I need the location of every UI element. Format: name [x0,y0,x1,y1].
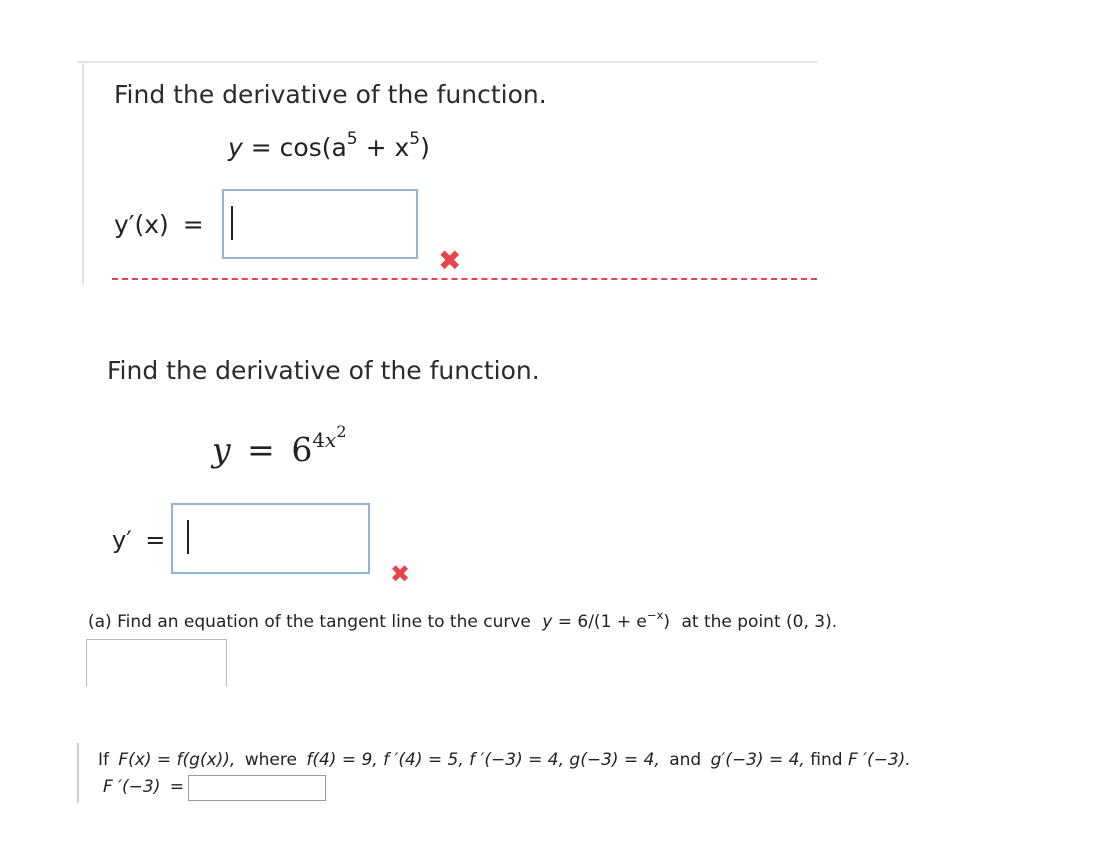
problem3-curve-rhs-a: 6/(1 + e [577,612,647,632]
problem4-answer-label [103,777,184,797]
problem1-equation [228,129,430,162]
problem4-def-f: F(x) = f(g(x)), [118,750,236,770]
problem4-prompt-and: and [669,750,702,770]
problem3-prompt-after: at the point (0, 3). [681,612,838,632]
problem4-answer-eq: = [169,777,185,797]
problem4-prompt-find: find [810,750,843,770]
problem2-equation-exp-var: x [325,428,337,452]
problem3-prompt [88,607,838,632]
problem4-cond5: g′(−3) = 4, [710,750,805,770]
problem3-prompt-before: (a) Find an equation of the tangent line to the curve [88,612,531,632]
problem2-answer-input[interactable] [171,503,370,574]
problem1-prompt: Find the derivative of the function. [114,80,547,109]
problem4-answer-input[interactable] [188,775,326,801]
problem2-answer-eq: = [145,526,166,554]
problem4-answer-label-text: F ′(−3) [103,777,161,797]
problem3-curve-lhs: y [542,612,553,632]
problem2-text-caret [187,520,189,554]
problem2-answer-label-text: y′ [112,526,132,554]
problem2-answer-label [112,526,165,554]
problem1-answer-input[interactable] [222,189,418,259]
problem4-prompt-if: If [98,750,109,770]
problem1-equation-exp2: 5 [409,129,421,150]
problem2-equation-exponent [312,422,347,452]
problem1-text-caret [231,206,233,240]
problem4-target: F ′(−3). [847,750,911,770]
problem1-equation-eq: = [250,133,272,162]
problem1-equation-mid: + x [357,133,410,162]
problem2-equation-base: 6 [291,430,313,469]
problem2-equation [212,422,347,469]
problem4-prompt [98,750,911,770]
problem4-left-border [77,743,79,803]
problem1-error-divider [112,278,817,280]
problem4-cond1: f(4) = 9, [306,750,378,770]
problem2-equation-exp-pow: 2 [336,422,347,441]
problem2-equation-eq: = [247,430,275,469]
problem1-top-border [77,61,817,63]
problem3-curve-rhs-b: ) [663,612,671,632]
problem2-equation-exp-base: 4 [312,428,326,452]
problem4-cond2: f ′(4) = 5, [383,750,464,770]
problem1-x-mark-icon: ✖ [438,244,462,277]
problem1-equation-end: ) [420,133,430,162]
problem3-answer-input[interactable] [86,639,227,687]
problem2-prompt: Find the derivative of the function. [107,356,540,385]
problem4-cond3: f ′(−3) = 4, [469,750,564,770]
problem1-equation-lhs: y [228,133,243,162]
problem4-prompt-where: where [244,750,297,770]
problem2-equation-lhs: y [212,430,231,469]
problem1-equation-exp1: 5 [346,129,358,150]
problem1-answer-eq: = [182,210,204,239]
problem2-x-mark-icon: ✖ [390,560,411,588]
problem1-equation-fn: cos(a [279,133,347,162]
problem3-curve-eq: = [557,612,572,632]
problem3-curve-rhs-exp: −x [646,607,664,622]
problem1-answer-label-text: y′(x) [114,210,169,239]
problem1-left-border [82,63,84,285]
problem4-cond4: g(−3) = 4, [569,750,660,770]
problem1-answer-label [114,210,204,239]
